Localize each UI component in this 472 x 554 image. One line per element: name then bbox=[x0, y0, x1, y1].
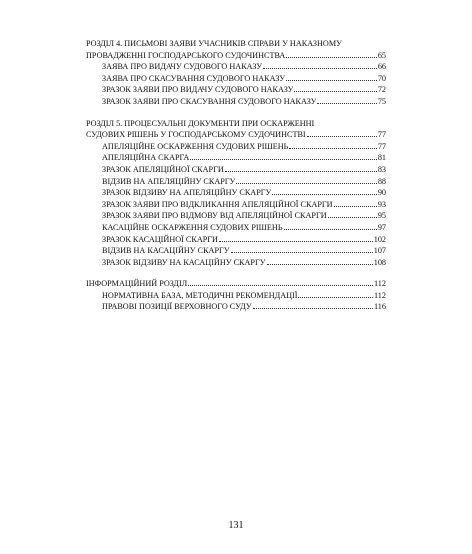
toc-page-number: 88 bbox=[377, 176, 386, 186]
toc-row bbox=[86, 290, 386, 302]
toc-row bbox=[86, 301, 386, 313]
toc-page-number: 77 bbox=[377, 141, 386, 151]
toc-row bbox=[86, 245, 386, 257]
dot-leader bbox=[253, 308, 373, 309]
toc-entry-title: ВІДЗИВ НА АПЕЛЯЦІЙНУ СКАРГУ bbox=[102, 176, 236, 186]
toc-row bbox=[86, 84, 386, 96]
toc-page-number: 83 bbox=[377, 164, 386, 174]
toc-row bbox=[86, 187, 386, 199]
section-4-heading: РОЗДІЛ 4. ПИСЬМОВІ ЗАЯВИ УЧАСНИКІВ СПРАВИ У НАКАЗНОМУ bbox=[86, 39, 342, 48]
dot-leader bbox=[298, 297, 373, 298]
toc-page-number: 65 bbox=[377, 50, 386, 60]
toc-entry-title: НОРМАТИВНА БАЗА, МЕТОДИЧНІ РЕКОМЕНДАЦІЇ bbox=[102, 290, 298, 300]
toc-page-number: 90 bbox=[377, 188, 386, 198]
dot-leader bbox=[284, 229, 377, 230]
toc-entry-title: ЗАЯВА ПРО СКАСУВАННЯ СУДОВОГО НАКАЗУ bbox=[102, 73, 286, 83]
toc-entry-title: ЗРАЗОК АПЕЛЯЦІЙНОЇ СКАРГИ bbox=[102, 164, 224, 174]
toc-page-number: 107 bbox=[373, 246, 386, 256]
toc-entry-title: ЗРАЗОК КАСАЦІЙНОЇ СКАРГИ bbox=[102, 234, 218, 244]
dot-leader bbox=[190, 159, 377, 160]
dot-leader bbox=[231, 252, 373, 253]
toc-entry-title: ЗРАЗОК ЗАЯВИ ПРО СКАСУВАННЯ СУДОВОГО НАКАЗУ bbox=[102, 96, 317, 106]
toc-row bbox=[86, 141, 386, 153]
dot-leader bbox=[272, 194, 377, 195]
toc-row bbox=[86, 73, 386, 85]
toc-row bbox=[86, 210, 386, 222]
toc-entry-title: АПЕЛЯЦІЙНА СКАРГА bbox=[102, 153, 190, 163]
toc-entry-title: АПЕЛЯЦІЙНЕ ОСКАРЖЕННЯ СУДОВИХ РІШЕНЬ bbox=[102, 141, 289, 151]
toc-page-number: 95 bbox=[377, 211, 386, 221]
toc-entry-title: ЗРАЗОК ВІДЗИВУ НА КАСАЦІЙНУ СКАРГУ bbox=[102, 257, 266, 267]
dot-leader bbox=[317, 103, 376, 104]
toc-row bbox=[86, 152, 386, 164]
toc-page-number: 81 bbox=[377, 153, 386, 163]
toc-page-number: 112 bbox=[374, 279, 386, 289]
dot-leader bbox=[328, 217, 377, 218]
toc-row bbox=[86, 61, 386, 73]
table-of-contents bbox=[86, 38, 386, 313]
section-spacer bbox=[86, 268, 386, 278]
toc-page-number: 112 bbox=[374, 290, 386, 300]
toc-entry-title: ЗРАЗОК ЗАЯВИ ПРО ВИДАЧУ СУДОВОГО НАКАЗУ bbox=[102, 85, 294, 95]
toc-row bbox=[86, 96, 386, 108]
toc-row bbox=[86, 176, 386, 188]
toc-row-section-4 bbox=[86, 50, 386, 62]
toc-row-info-section bbox=[86, 278, 386, 290]
dot-leader bbox=[236, 183, 376, 184]
toc-row bbox=[86, 164, 386, 176]
toc-page-number: 93 bbox=[377, 199, 386, 209]
toc-page-number: 102 bbox=[373, 234, 386, 244]
section-5-heading: РОЗДІЛ 5. ПРОЦЕСУАЛЬНІ ДОКУМЕНТИ ПРИ ОСКАРЖЕННІ bbox=[86, 118, 315, 128]
toc-page-number: 72 bbox=[377, 85, 386, 95]
toc-entry-title: ВІДЗИВ НА КАСАЦІЙНУ СКАРГУ bbox=[102, 246, 230, 256]
toc-row bbox=[86, 222, 386, 234]
dot-leader bbox=[294, 91, 376, 92]
dot-leader bbox=[334, 206, 377, 207]
dot-leader bbox=[188, 285, 373, 286]
dot-leader bbox=[289, 148, 376, 149]
toc-page-number: 77 bbox=[377, 130, 386, 140]
toc-page-number: 70 bbox=[377, 73, 386, 83]
toc-row bbox=[86, 199, 386, 211]
toc-entry-title: ЗРАЗОК ЗАЯВИ ПРО ВІДМОВУ ВІД АПЕЛЯЦІЙНОЇ СКАРГИ bbox=[102, 211, 327, 221]
toc-entry-title: КАСАЦІЙНЕ ОСКАРЖЕННЯ СУДОВИХ РІШЕНЬ bbox=[102, 222, 283, 232]
toc-entry-title: ЗАЯВА ПРО ВИДАЧУ СУДОВОГО НАКАЗУ bbox=[102, 62, 263, 72]
toc-page-number: 108 bbox=[373, 257, 386, 267]
section-spacer bbox=[86, 108, 386, 118]
toc-page-number: 97 bbox=[377, 222, 386, 232]
toc-entry-title: ЗРАЗОК ВІДЗИВУ НА АПЕЛЯЦІЙНУ СКАРГУ bbox=[102, 188, 272, 198]
toc-entry-title: ПРОВАДЖЕННІ ГОСПОДАРСЬКОГО СУДОЧИНСТВА bbox=[86, 50, 286, 60]
toc-row-section-5 bbox=[86, 129, 386, 141]
toc-entry-title: ПРАВОВІ ПОЗИЦІЇ ВЕРХОВНОГО СУДУ bbox=[102, 302, 252, 312]
toc-row bbox=[86, 234, 386, 246]
toc-page-number: 75 bbox=[377, 96, 386, 106]
toc-page-number: 116 bbox=[374, 302, 386, 312]
dot-leader bbox=[286, 57, 376, 58]
toc-page-number: 66 bbox=[377, 62, 386, 72]
page-number: 131 bbox=[228, 520, 244, 531]
dot-leader bbox=[267, 264, 373, 265]
toc-entry-title: ЗРАЗОК ЗАЯВИ ПРО ВІДКЛИКАННЯ АПЕЛЯЦІЙНОЇ СКАРГИ bbox=[102, 199, 333, 209]
dot-leader bbox=[307, 136, 377, 137]
toc-entry-title: ІНФОРМАЦІЙНИЙ РОЗДІЛ bbox=[86, 279, 188, 289]
dot-leader bbox=[225, 171, 377, 172]
toc-entry-title: СУДОВИХ РІШЕНЬ У ГОСПОДАРСЬКОМУ СУДОЧИНСТВІ bbox=[86, 130, 306, 140]
dot-leader bbox=[263, 68, 377, 69]
dot-leader bbox=[286, 80, 377, 81]
dot-leader bbox=[219, 241, 373, 242]
toc-row bbox=[86, 257, 386, 269]
